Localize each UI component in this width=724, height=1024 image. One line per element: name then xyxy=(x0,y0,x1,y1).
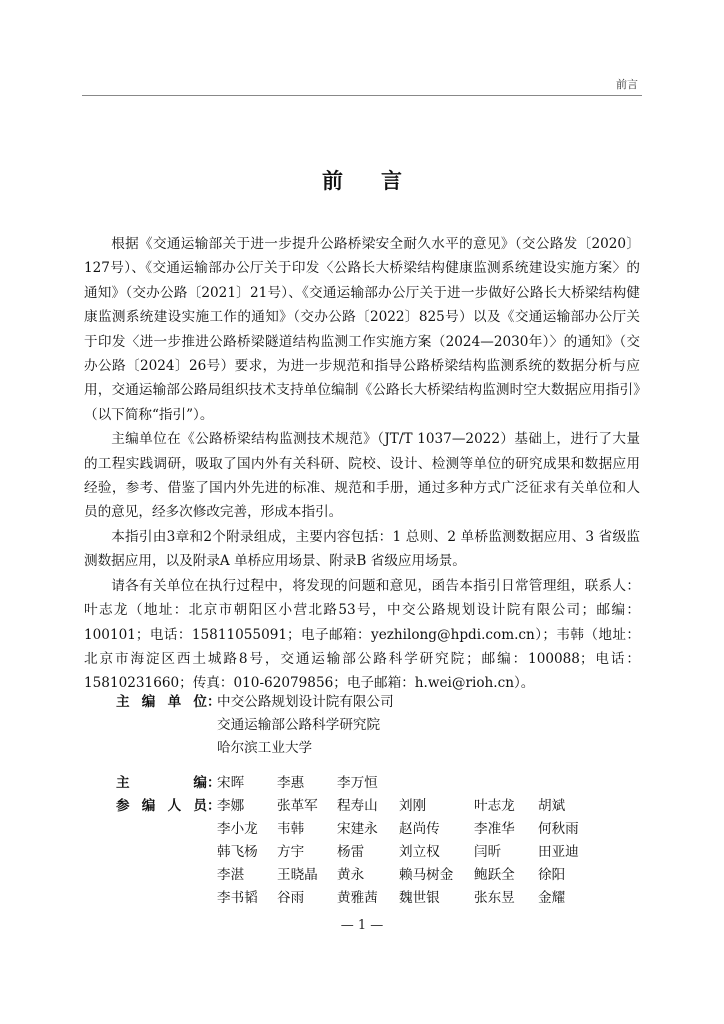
contributor-name: 谷雨 xyxy=(277,890,305,906)
contributor-name: 金耀 xyxy=(538,890,566,906)
contributor-name: 李娜 xyxy=(217,798,245,814)
contributor-name: 李书韬 xyxy=(217,890,258,906)
contributor-name: 李准华 xyxy=(474,821,515,837)
paragraph: 主编单位在《公路桥梁结构监测技术规范》（JT/T 1037—2022）基础上，进行了大量的工程实践调研，吸取了国内外有关科研、院校、设计、检测等单位的研究成果和数据应用经验，参考、借鉴了国内外先进的标准、规范和手册，通过多种方式广泛征求有关单位和人员的意见，经多次修改完善，形成本指引。 xyxy=(84,431,640,521)
chief-unit: 交通运输部公路科学研究院 xyxy=(217,717,381,733)
contributor-name: 杨雷 xyxy=(337,844,365,860)
contributor-name: 鲍跃全 xyxy=(474,867,515,883)
contributor-name: 赖马树金 xyxy=(399,867,454,883)
contributor-name: 李小龙 xyxy=(217,821,258,837)
contributor-name: 胡斌 xyxy=(538,798,566,814)
paragraph: 根据《交通运输部关于进一步提升公路桥梁安全耐久水平的意见》（交公路发〔2020〕127号）、《交通运输部办公厅关于印发〈公路长大桥梁结构健康监测系统建设实施方案〉的通知》（交办公路〔2021〕21号）、《交通运输部办公厅关于进一步做好公路长大桥梁结构健康监测系统建设实施工作的通知》（交办公路〔2022〕825号）以及《交通运输部办公厅关于印发〈进一步推进公路桥梁隧道结构监测工作实施方案（2024—2030年）〉的通知》（交办公路〔2024〕26号）要求，为进一步规范和指导公路桥梁结构监测系统的数据分析与应用，交通运输部公路局组织技术支持单位编制《公路长大桥梁结构监测时空大数据应用指引》（以下简称“指引”）。 xyxy=(84,236,640,423)
header-rule xyxy=(82,95,642,96)
preface-body xyxy=(84,232,640,696)
contributor-name: 程寿山 xyxy=(337,798,378,814)
contributor-name: 宋建永 xyxy=(337,821,378,837)
running-header: 前言 xyxy=(616,78,638,91)
chief-editor-name: 李万恒 xyxy=(337,775,378,791)
contributor-name: 韩飞杨 xyxy=(217,844,258,860)
chief-editors-list xyxy=(217,772,598,795)
chief-editors-block xyxy=(116,772,598,795)
contributor-name: 徐阳 xyxy=(538,867,566,883)
contributor-name: 张东昱 xyxy=(474,890,515,906)
contributor-name: 魏世银 xyxy=(399,890,440,906)
contributor-name: 黄雅茜 xyxy=(337,890,378,906)
contributor-name: 韦韩 xyxy=(277,821,305,837)
chief-editors-label: 主编 xyxy=(116,775,207,791)
contributor-name: 刘刚 xyxy=(399,798,427,814)
label-separator: ： xyxy=(207,694,221,710)
contributor-name: 闫昕 xyxy=(474,844,502,860)
chief-unit: 哈尔滨工业大学 xyxy=(217,740,313,756)
chief-units-label: 主编单位 xyxy=(116,694,207,710)
contributor-name: 叶志龙 xyxy=(474,798,515,814)
page-number: — 1 — xyxy=(340,918,384,933)
chief-unit: 中交公路规划设计院有限公司 xyxy=(217,694,394,710)
chief-units-block xyxy=(116,691,598,760)
contributor-name: 李湛 xyxy=(217,867,245,883)
contributor-name: 何秋雨 xyxy=(538,821,579,837)
contributor-name: 张革军 xyxy=(277,798,318,814)
paragraph: 本指引由3章和2个附录组成，主要内容包括：1 总则、2 单桥监测数据应用、3 省级监测数据应用，以及附录A 单桥应用场景、附录B 省级应用场景。 xyxy=(84,528,640,570)
contributor-name: 赵尚传 xyxy=(399,821,440,837)
contributors-label: 参编人员 xyxy=(116,798,207,814)
chief-editor-name: 宋晖 xyxy=(217,775,245,791)
chief-units-list xyxy=(217,691,394,760)
contributor-name: 刘立权 xyxy=(399,844,440,860)
contributors-list xyxy=(217,795,598,910)
label-separator: ： xyxy=(207,775,221,791)
contributor-name: 黄永 xyxy=(337,867,365,883)
credits-section xyxy=(116,691,598,922)
page-title: 前言 xyxy=(322,168,440,193)
chief-editor-name: 李惠 xyxy=(277,775,305,791)
paragraph: 请各有关单位在执行过程中，将发现的问题和意见，函告本指引日常管理组，联系人：叶志龙（地址：北京市朝阳区小营北路53号，中交公路规划设计院有限公司；邮编：100101；电话：15811055091；电子邮箱：yezhilong@hpdi.com.cn）；韦韩（地址：北京市海淀区西土城路8号，交通运输部公路科学研究院；邮编：100088；电话：15810231660；传真：010-62079856；电子邮箱：h.wei@rioh.cn）。 xyxy=(84,577,640,692)
contributor-name: 方宇 xyxy=(277,844,305,860)
contributor-name: 田亚迪 xyxy=(538,844,579,860)
contributor-name: 王晓晶 xyxy=(277,867,318,883)
label-separator: ： xyxy=(207,798,221,814)
contributors-block xyxy=(116,795,598,910)
